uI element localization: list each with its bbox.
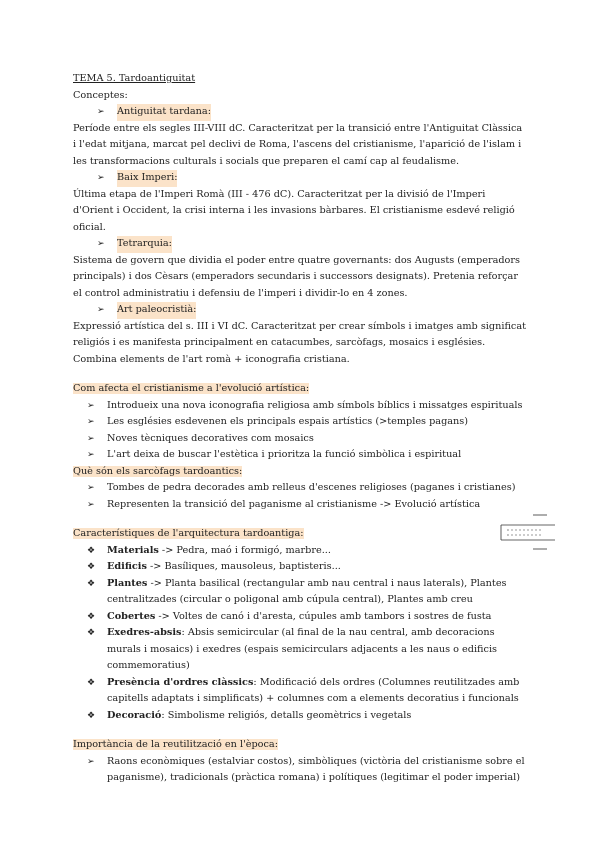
list-item: ❖ Presència d'ordres clàssics: Modificació dels ordres (Columnes reutilitzades amb capitells adaptats i simplificats) + columnes com a elements decoratius i funcionals: [73, 675, 528, 708]
arrow-bullet-icon: ➢: [97, 107, 105, 117]
list-item: ❖ Materials -> Pedra, maó i formigó, marbre...: [73, 543, 528, 560]
section-heading: Què són els sarcòfags tardoantics:: [73, 465, 243, 477]
concepts-label: Conceptes:: [73, 89, 128, 101]
page-title: TEMA 5. Tardoantiguitat: [73, 73, 196, 84]
section-architecture: [73, 526, 528, 724]
concept-term: Tetrarquia:: [117, 236, 172, 253]
list-item: ❖ Cobertes -> Voltes de canó i d'aresta, cúpules amb tambors i sostres de fusta: [73, 609, 528, 626]
diamond-bullet-icon: ❖: [87, 677, 96, 688]
section-sarcophagi: [73, 464, 528, 514]
list-item: ➢ Les esglésies esdevenen els principals espais artístics (>temples pagans): [73, 414, 528, 431]
diamond-bullet-icon: ❖: [87, 545, 96, 556]
arrow-bullet-icon: ➢: [87, 450, 95, 460]
arrow-bullet-icon: ➢: [87, 483, 95, 493]
concept-block: [73, 236, 528, 302]
concept-term: Art paleocristià:: [117, 302, 196, 319]
list-item: ➢ Introdueix una nova iconografia religiosa amb símbols bíblics i missatges espirituals: [73, 398, 528, 415]
list-item: ➢ L'art deixa de buscar l'estètica i prioritza la funció simbòlica i espiritual: [73, 447, 528, 464]
diamond-bullet-icon: ❖: [87, 611, 96, 622]
concept-text: Expressió artística del s. III i VI dC. Caracteritzat per crear símbols i imatges amb significat religiós i es manifesta principalment en catacumbes, sarcòfags, mosaics i esglésies. Combina elements de l'art romà + iconografia cristiana.: [73, 320, 527, 365]
diamond-bullet-icon: ❖: [87, 562, 96, 572]
diamond-bullet-icon: ❖: [87, 578, 96, 589]
section-heading: Característiques de l'arquitectura tardoantiga:: [73, 528, 304, 539]
section-christianity: [73, 381, 528, 464]
concept-term: Antiguitat tardana:: [117, 104, 211, 121]
arrow-bullet-icon: ➢: [97, 173, 105, 183]
section-heading: Importància de la reutilització en l'època:: [73, 739, 278, 750]
list-item: ➢ Tombes de pedra decorades amb relleus d'escenes religioses (paganes i cristianes): [73, 480, 528, 497]
arrow-bullet-icon: ➢: [97, 305, 105, 315]
list-item: ❖ Decoració: Simbolisme religiós, detalls geomètrics i vegetals: [73, 708, 528, 725]
arrow-bullet-icon: ➢: [87, 499, 95, 510]
arrow-bullet-icon: ➢: [87, 417, 95, 427]
arrow-bullet-icon: ➢: [97, 239, 105, 249]
arrow-bullet-icon: ➢: [87, 433, 95, 444]
section-heading: Com afecta el cristianisme a l'evolució artística:: [73, 383, 310, 394]
diamond-bullet-icon: ❖: [87, 628, 96, 638]
list-item: ➢ Representen la transició del paganisme al cristianisme -> Evolució artística: [73, 497, 528, 514]
concept-text: Última etapa de l'Imperi Romà (III - 476 dC). Caracteritzat per la divisió de l'Imperi d'Orient i Occident, la crisi interna i les invasions bàrbares. El cristianisme esdevé religió oficial.: [73, 188, 515, 233]
concept-block: [73, 302, 528, 368]
arrow-bullet-icon: ➢: [87, 400, 95, 411]
list-item: ❖ Edificis -> Basíliques, mausoleus, baptisteris...: [73, 559, 528, 576]
concept-text: Sistema de govern que dividia el poder entre quatre governants: dos Augusts (emperadors principals) i dos Cèsars (emperadors secundaris i successors designats). Pretenia reforçar el control administratiu i defensiu de l'imperi i dividir-lo en 4 zones.: [73, 254, 520, 299]
concept-text: Període entre els segles III-VIII dC. Caracteritzat per la transició entre l'Antiguitat Clàssica i l'edat mitjana, marcat pel declivi de Roma, l'ascens del cristianisme, l'aparició de l'islam i les transformacions culturals i socials que preparen el camí cap al feudalisme.: [73, 122, 523, 167]
concept-term: Baix Imperi:: [117, 170, 177, 187]
concept-block: [73, 104, 528, 170]
document-page: [73, 71, 528, 787]
list-item: ❖ Exedres-absis: Absis semicircular (al final de la nau central, amb decoracions murals i mosaics) i exedres (espais semicirculars adjacents a les naus o edificis commemoratius): [73, 625, 528, 675]
list-item: ➢ Noves tècniques decoratives com mosaics: [73, 431, 528, 448]
basilica-plan-sketch: [497, 514, 557, 550]
arrow-bullet-icon: ➢: [87, 756, 95, 767]
list-item: ➢ Raons econòmiques (estalviar costos), simbòliques (victòria del cristianisme sobre el paganisme), tradicionals (pràctica romana) i polítiques (legitimar el poder imperial): [73, 754, 528, 787]
concept-block: [73, 170, 528, 236]
section-reuse: [73, 737, 528, 787]
diamond-bullet-icon: ❖: [87, 710, 96, 721]
list-item: ❖ Plantes -> Planta basilical (rectangular amb nau central i naus laterals), Plantes centralitzades (circular o poligonal amb cúpula central), Plantes amb creu: [73, 576, 528, 609]
